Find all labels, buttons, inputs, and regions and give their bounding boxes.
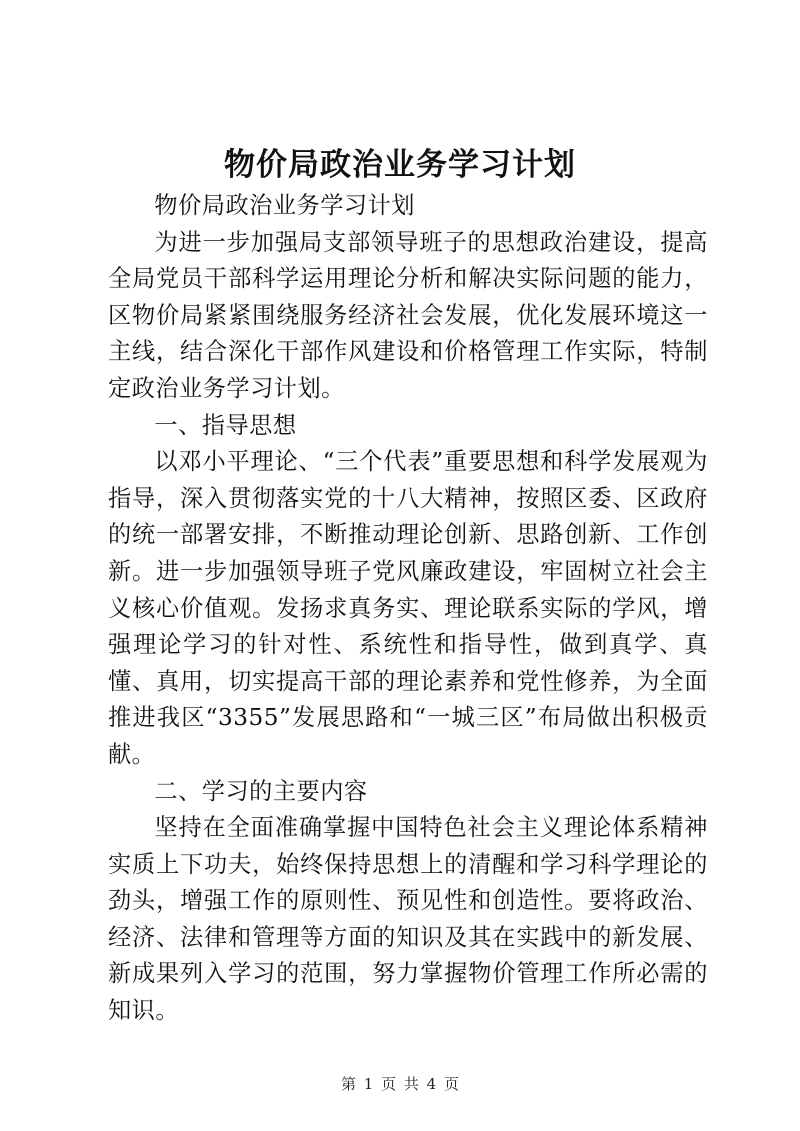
paragraph-guiding-thought: 以邓小平理论、“三个代表”重要思想和科学发展观为指导，深入贯彻落实党的十八大精神，按照区委、区政府的统一部署安排，不断推动理论创新、思路创新、工作创新。进一步加强领导班子党风廉政建设，牢固树立社会主义核心价值观。发扬求真务实、理论联系实际的学风，增强理论学习的针对性、系统性和指导性，做到真学、真懂、真用，切实提高干部的理论素养和党性修养，为全面推进我区“3355”发展思路和“一城三区”布局做出积极贡献。 [108, 448, 708, 768]
page-number-footer: 第 1 页 共 4 页 [341, 1075, 459, 1093]
paragraph-main-content: 坚持在全面准确掌握中国特色社会主义理论体系精神实质上下功夫，始终保持思想上的清醒和学习科学理论的劲头，增强工作的原则性、预见性和创造性。要将政治、经济、法律和管理等方面的知识及其在实践中的新发展、新成果列入学习的范围，努力掌握物价管理工作所必需的知识。 [108, 814, 708, 1025]
section-heading-guiding-thought: 一、指导思想 [154, 411, 297, 439]
section-heading-main-content: 二、学习的主要内容 [154, 777, 368, 805]
paragraph-intro: 为进一步加强局支部领导班子的思想政治建设，提高全局党员干部科学运用理论分析和解决实际问题的能力，区物价局紧紧围绕服务经济社会发展，优化发展环境这一主线，结合深化干部作风建设和价格管理工作实际，特制定政治业务学习计划。 [108, 228, 708, 402]
document-body [108, 188, 708, 1030]
document-subtitle: 物价局政治业务学习计划 [154, 192, 415, 219]
document-title: 物价局政治业务学习计划 [224, 147, 576, 183]
